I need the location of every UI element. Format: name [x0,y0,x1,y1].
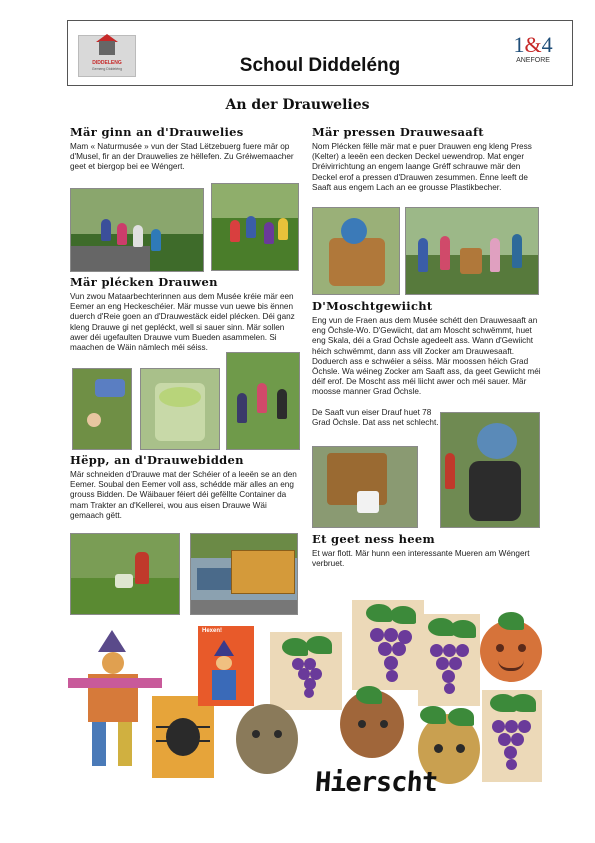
logo-amp: & [524,32,542,57]
logo-house-icon [99,41,115,55]
anefore-logo [504,33,562,75]
art-witch [198,626,254,706]
photo-bucket-child [70,533,180,615]
photo-tractor-containers [190,533,298,615]
text-s2: Vun zwou Mataarbechterinnen aus dem Musée kréie mär een Eemer an eng Heckeschéier. Mär musse vun uewe bis ënnen duerch d'Reie goen an d'Drauwestäck eidel plécken. Déi ganz kleng Drauwe gi net gepléckt, well si sauer sinn. Mär sollen awer déi ugefaulten Drauwe vum Bueden asammelen. Si maachen de Wäin nämlech méi séiss. [70,292,295,353]
photo-group-vines [211,183,299,271]
text-s6: Et war flott. Mär hunn een interessante Mueren am Wéngert verbruet. [312,549,530,569]
text-s5: Eng vun de Fraen aus dem Musée schétt den Drauwesaaft an eng Öchsle-Wo. D'Gewiicht, dat am Moscht schwëmmt, huet eng Skala, déi a Grad Öchsle agedeelt ass. Wann d'Gewiicht héich schwëmmt, dann ass vill Zocker am Drauwesaaft. Doduerch ass e schwéier a séiss. Mär moossen héich Grad Öchsle. Wa wéineg Zocker am Saaft ass, da geet Gewiicht méi déif erof. De Moscht ass méi liicht awer och méi sauer. Mär moosse manner Grad Öchsle. [312,316,541,397]
art-spider [152,696,214,778]
photo-picking-hand [72,368,132,450]
photo-press-closeup [312,207,400,295]
heading-s2: Mär plécken Drauwen [70,275,218,289]
heading-s4: Mär pressen Drauwesaaft [312,125,484,139]
photo-walk-vineyard [70,188,204,272]
photo-press-barrel [312,446,418,528]
photo-bucket-grapes [140,368,220,450]
art-grapes-1 [270,632,342,710]
text-s5-result: De Saaft vun eiser Drauf huet 78 Grad Öchsle. Dat ass net schlecht. [312,408,439,428]
heading-s5: D'Moschtgewiicht [312,299,433,313]
art-grapes-3 [418,614,480,706]
logo-num-a: 1 [513,32,525,57]
art-leaf-face-1 [232,700,302,778]
header-box [67,20,573,86]
art-grapes-2 [352,600,424,690]
page-title: An der Drauwelies [225,97,370,113]
left-logo-text: DIDDELENG [92,60,122,66]
hierscht-title: Hierscht [313,767,439,798]
witch-sign: Hexen! [202,628,223,634]
logo-num-b: 4 [541,32,553,57]
text-s3: Mär schneiden d'Drauwe mat der Schéier of a leeën se an den Eemer. Soubal den Eemer voll ass, schédde mär alles an eng grouss Bidden. De Wäibauer féiert déi gefëllte Container da mam Trakter an d'Kellerei, wou aus eisen Drauwe Wäi gemaach gëtt. [70,470,297,520]
logo-name: ANEFORE [516,57,550,64]
photo-children-vines [226,352,300,450]
left-logo-sub: Gemeng Diddeléng [91,67,123,71]
text-s4: Nom Plécken fëlle mär mat e puer Drauwen eng kleng Press (Kelter) a leeën een decken Deckel uewendrop. Mat enger Dréivirrichtung an engem laange Gréff schrauwe mär den Deckel erof a pressen d'Drauwen zesummen. Ënne leeft de Saaft aus engem Lach an ee grousse Plastikbecher. [312,142,532,192]
heading-s3: Hëpp, an d'Drauwebidden [70,453,244,467]
text-s1: Mam « Naturmusée » vun der Stad Lëtzebuerg fuere mär op d'Musel, fir an der Drauwelies ze hëllefen. Zu Gréiwemaacher geet et biergop bei ee Wéngert. [70,142,294,172]
photo-group-press [405,207,539,295]
photo-oechsle-child [440,412,540,528]
art-scarecrow [68,630,162,770]
art-leaf-face-2 [336,686,408,762]
art-pumpkin-face [476,612,546,686]
heading-s6: Et geet ness heem [312,532,435,546]
heading-s1: Mär ginn an d'Drauwelies [70,125,244,139]
art-grapes-4 [482,690,542,782]
school-name: Schoul Diddeléng [239,55,401,76]
